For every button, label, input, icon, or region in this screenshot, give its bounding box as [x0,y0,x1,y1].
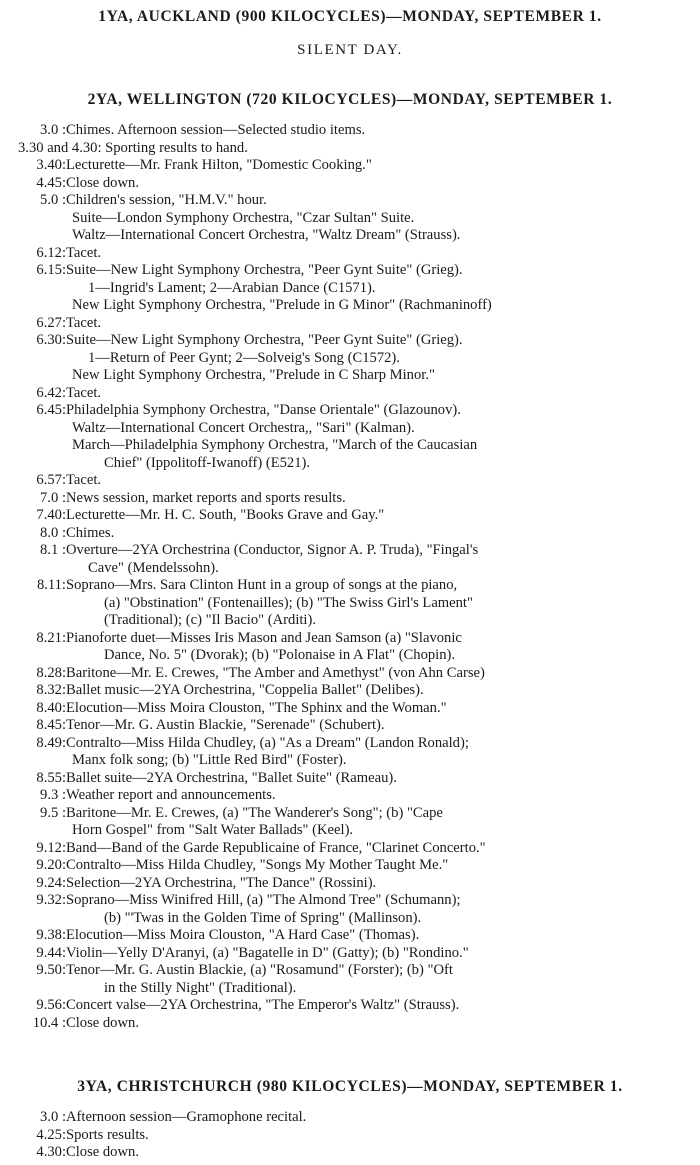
programme-entry-text: Tacet. [66,472,102,488]
programme-entry [0,770,700,788]
programme-entry [0,682,700,700]
programme-entry [0,280,700,298]
programme-entry-text: Baritone—Mr. E. Crewes, "The Amber and Amethyst" (von Ahn Carse) [66,664,485,681]
programme-entry [0,455,700,473]
programme-entry [0,875,700,893]
programme-entry-time: 8.55: [36,769,66,786]
programme-entry [0,507,700,525]
programme-entry-text: News session, market reports and sports results. [66,489,346,506]
programme-entry [0,367,700,385]
programme-entry [0,385,700,403]
programme-entry [0,752,700,770]
programme-entry [0,315,700,333]
programme-entry-text: Contralto—Miss Hilda Chudley, (a) "As a Dream" (Landon Ronald); [66,734,469,751]
programme-entry [0,787,700,805]
programme-entry [0,1127,700,1145]
programme-entry-text: Chimes. [66,524,115,541]
programme-entry-text: Philadelphia Symphony Orchestra, "Danse Orientale" (Glazounov). [66,402,461,418]
programme-entry-text: Suite—New Light Symphony Orchestra, "Peer Gynt Suite" (Grieg). [66,332,463,348]
programme-entry [0,525,700,543]
programme-entry [0,735,700,753]
section-heading-2ya: 2YA, WELLINGTON (720 KILOCYCLES)—MONDAY, SEPTEMBER 1. [87,91,613,108]
programme-entry [0,297,700,315]
programme-entry [0,192,700,210]
programme-entry [0,700,700,718]
programme-entry-text: Close down. [66,174,139,191]
programme-entry-continuation: 1—Return of Peer Gynt; 2—Solveig's Song (C1572). [88,349,400,366]
programme-entry [0,420,700,438]
programme-entry-text: Baritone—Mr. E. Crewes, (a) "The Wanderer's Song"; (b) "Cape [66,804,443,821]
programme-entry-time: 6.30: [36,332,66,348]
programme-entry [0,892,700,910]
programme-entry [0,945,700,963]
programme-entry-continuation: (b) "'Twas in the Golden Time of Spring" (Mallinson). [104,909,422,926]
programme-entry-time: 9.38: [36,927,66,943]
programme-entry [0,927,700,945]
programme-entry-continuation: March—Philadelphia Symphony Orchestra, "March of the Caucasian [72,437,478,453]
programme-entry-continuation: Dance, No. 5" (Dvorak); (b) "Polonaise in A Flat" (Chopin). [104,647,456,663]
programme-entry [0,717,700,735]
programme-entry [0,595,700,613]
programme-entry [0,805,700,823]
programme-entry [0,262,700,280]
programme-entry-text: Suite—New Light Symphony Orchestra, "Peer Gynt Suite" (Grieg). [66,262,463,278]
programme-entry-continuation: New Light Symphony Orchestra, "Prelude in C Sharp Minor." [72,367,435,383]
programme-entry-time: 8.28: [36,664,66,681]
programme-entry-time: 4.25: [36,1126,66,1143]
programme-entry-time: 6.12: [36,244,66,261]
programme-entry-text: Weather report and announcements. [66,787,276,803]
programme-entry [0,437,700,455]
programme-entry [0,857,700,875]
programme-entry-text: Tenor—Mr. G. Austin Blackie, (a) "Rosamund" (Forster); (b) "Oft [66,962,453,978]
programme-entry-time: 3.0 : [40,1109,66,1125]
programme-entry-text: Soprano—Miss Winifred Hill, (a) "The Almond Tree" (Schumann); [66,892,461,908]
programme-entry-text: Tacet. [66,314,102,331]
programme-entry-time: 8.1 : [40,542,66,558]
programme-entry-continuation: New Light Symphony Orchestra, "Prelude in G Minor" (Rachmaninoff) [72,297,492,313]
programme-entry-time: 8.32: [36,682,66,698]
programme-entry-text: Tacet. [66,384,102,401]
programme-entry-continuation: Suite—London Symphony Orchestra, "Czar Sultan" Suite. [72,209,415,226]
programme-entry [0,560,700,578]
section-heading-3ya: 3YA, CHRISTCHURCH (980 KILOCYCLES)—MONDAY, SEPTEMBER 1. [77,1078,623,1095]
programme-entry-text: Band—Band of the Garde Republicaine of France, "Clarinet Concerto." [66,839,486,856]
programme-entry [0,1144,700,1162]
programme-entry-text: Lecturette—Mr. H. C. South, "Books Grave and Gay." [66,507,385,523]
programme-entry [0,910,700,928]
programme-entry [0,822,700,840]
programme-entry [0,122,700,140]
programme-entry-text: Afternoon session—Gramophone recital. [66,1109,307,1125]
programme-entry-time: 6.27: [36,314,66,331]
programme-entry [0,472,700,490]
programme-entry-time: 9.32: [36,892,66,908]
programme-entry-time: 7.0 : [40,489,66,506]
programme-entry-text: Tenor—Mr. G. Austin Blackie, "Serenade" (Schubert). [66,717,385,733]
programme-entry-time: 4.45: [36,174,66,191]
section-heading-1ya: 1YA, AUCKLAND (900 KILOCYCLES)—MONDAY, SEPTEMBER 1. [98,8,602,25]
programme-entry-time: 3.40: [36,157,66,173]
programme-entry [0,630,700,648]
programme-entry-time: 6.57: [36,472,66,488]
programme-entry-continuation: in the Stilly Night" (Traditional). [104,979,297,996]
programme-entry [0,332,700,350]
programme-entry [0,1109,700,1127]
programme-entry-time: 6.42: [36,384,66,401]
programme-entry-time: 9.12: [36,839,66,856]
programme-entry-continuation: Horn Gospel" from "Salt Water Ballads" (Keel). [72,822,354,838]
programme-entry-text: Concert valse—2YA Orchestrina, "The Emperor's Waltz" (Strauss). [66,997,460,1013]
programme-entry-time: 9.20: [36,857,66,873]
programme-entry-time: 6.15: [36,262,66,278]
programme-entry-text: 3.30 and 4.30: Sporting results to hand. [18,139,248,156]
programme-entry-time: 10.4 : [32,1014,66,1031]
programme-entry [0,490,700,508]
programme-entry-time: 8.49: [36,734,66,751]
programme-entry [0,612,700,630]
programme-entry-text: Elocution—Miss Moira Clouston, "The Sphinx and the Woman." [66,699,447,716]
programme-entry-time: 5.0 : [40,192,66,208]
programme-list-2ya [0,122,700,1032]
programme-entry [0,840,700,858]
programme-entry-continuation: 1—Ingrid's Lament; 2—Arabian Dance (C1571). [88,279,376,296]
programme-entry-continuation: Cave" (Mendelssohn). [88,559,219,576]
programme-entry-text: Close down. [66,1014,139,1031]
programme-entry-time: 9.50: [36,962,66,978]
programme-entry-continuation: Waltz—International Concert Orchestra, "Waltz Dream" (Strauss). [72,227,461,243]
programme-entry-text: Tacet. [66,244,102,261]
programme-entry-continuation: (Traditional); (c) "Il Bacio" (Arditi). [104,612,316,628]
programme-entry [0,210,700,228]
programme-entry-time: 8.11: [36,577,66,593]
programme-entry-time: 3.0 : [40,122,66,138]
programme-entry [0,665,700,683]
programme-entry [0,997,700,1015]
programme-entry [0,350,700,368]
programme-list-3ya [0,1109,700,1162]
programme-entry [0,175,700,193]
programme-entry [0,962,700,980]
programme-entry-text: Chimes. Afternoon session—Selected studio items. [66,122,366,138]
programme-entry [0,157,700,175]
programme-entry-text: Lecturette—Mr. Frank Hilton, "Domestic Cooking." [66,157,372,173]
programme-entry [0,245,700,263]
programme-entry-time: 6.45: [36,402,66,418]
programme-entry [0,542,700,560]
programme-entry-continuation: Waltz—International Concert Orchestra,, "Sari" (Kalman). [72,419,415,436]
programme-entry-text: Selection—2YA Orchestrina, "The Dance" (Rossini). [66,874,377,891]
programme-entry-text: Elocution—Miss Moira Clouston, "A Hard Case" (Thomas). [66,927,420,943]
programme-entry-time: 8.45: [36,717,66,733]
programme-entry-time: 4.30: [36,1144,66,1160]
programme-entry-text: Ballet music—2YA Orchestrina, "Coppelia Ballet" (Delibes). [66,682,424,698]
programme-entry-text: Children's session, "H.M.V." hour. [66,192,267,208]
programme-entry-text: Violin—Yelly D'Aranyi, (a) "Bagatelle in D" (Gatty); (b) "Rondino." [66,944,469,961]
programme-entry [0,140,700,158]
programme-entry-time: 9.24: [36,874,66,891]
programme-entry [0,577,700,595]
programme-entry [0,1015,700,1033]
programme-entry-time: 8.40: [36,699,66,716]
programme-entry-time: 9.56: [36,997,66,1013]
programme-entry-time: 9.44: [36,944,66,961]
programme-entry-text: Contralto—Miss Hilda Chudley, "Songs My Mother Taught Me." [66,857,449,873]
programme-entry-continuation: (a) "Obstination" (Fontenailles); (b) "The Swiss Girl's Lament" [104,594,473,611]
programme-entry-text: Sports results. [66,1126,149,1143]
section-subheading-silent-day: SILENT DAY. [297,42,403,58]
programme-entry-time: 9.3 : [40,787,66,803]
programme-entry [0,980,700,998]
programme-entry-continuation: Chief" (Ippolitoff-Iwanoff) (E521). [104,454,311,471]
programme-entry-text: Ballet suite—2YA Orchestrina, "Ballet Suite" (Rameau). [66,769,397,786]
programme-entry-time: 8.21: [36,629,66,646]
programme-entry-text: Pianoforte duet—Misses Iris Mason and Jean Samson (a) "Slavonic [66,629,462,646]
programme-entry-time: 7.40: [36,507,66,523]
programme-entry-continuation: Manx folk song; (b) "Little Red Bird" (Foster). [72,752,347,768]
programme-entry-time: 8.0 : [40,524,66,541]
programme-entry [0,402,700,420]
programme-entry-text: Close down. [66,1144,139,1160]
programme-entry [0,227,700,245]
programme-entry-text: Soprano—Mrs. Sara Clinton Hunt in a group of songs at the piano, [66,577,458,593]
programme-entry-time: 9.5 : [40,804,66,821]
programme-entry [0,647,700,665]
programme-entry-text: Overture—2YA Orchestrina (Conductor, Signor A. P. Truda), "Fingal's [66,542,479,558]
